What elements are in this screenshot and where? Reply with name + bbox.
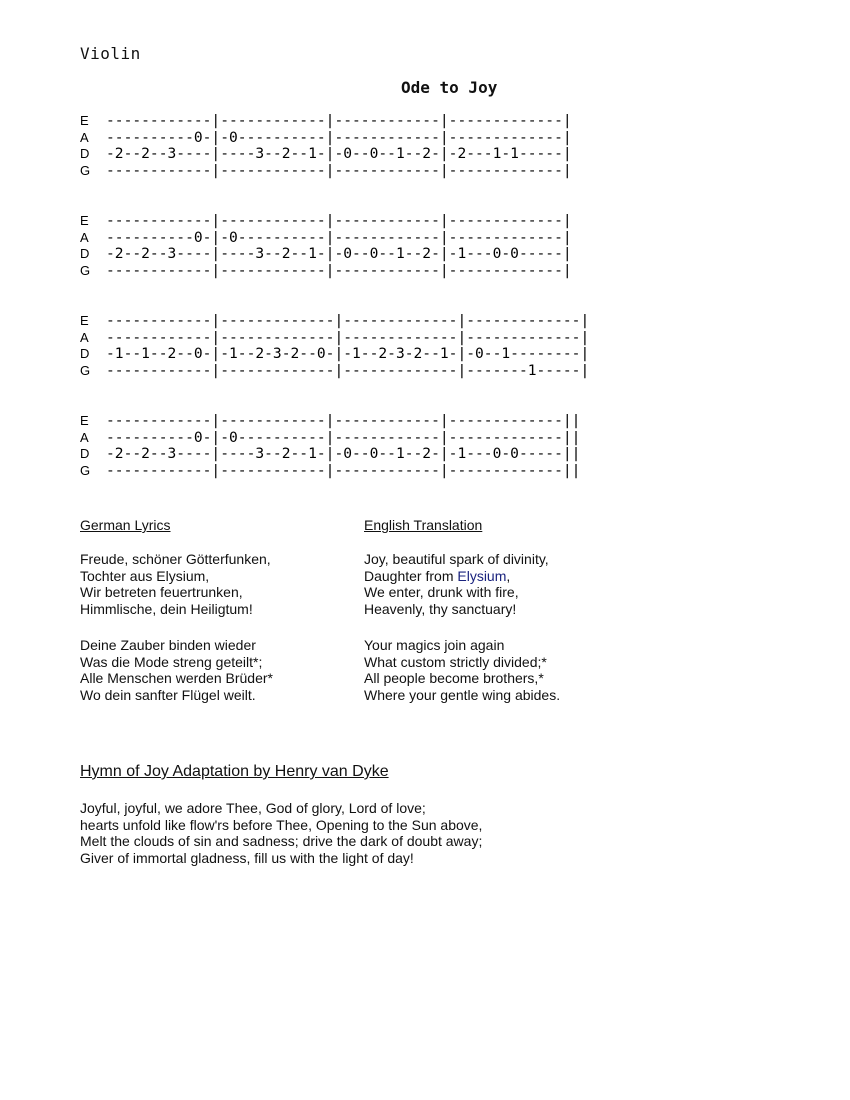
string-label: D xyxy=(80,146,90,162)
tab-line-g xyxy=(80,263,572,280)
tab-notes: -1--1--2--0-|-1--2-3-2--0-|-1--2-3-2--1-|-0--1--------| xyxy=(106,345,590,363)
tab-system-4 xyxy=(80,413,580,480)
hymn-title: Hymn of Joy Adaptation by Henry van Dyke xyxy=(80,763,389,780)
string-label: G xyxy=(80,463,91,479)
english-translation-heading: English Translation xyxy=(364,517,483,533)
tab-line-a xyxy=(80,230,572,247)
tab-notes: ------------|------------|------------|-------------|| xyxy=(106,412,581,429)
string-label: A xyxy=(80,429,89,445)
english-verse-2 xyxy=(364,637,560,704)
hymn-line: Melt the clouds of sin and sadness; drive the dark of doubt away; xyxy=(80,833,483,850)
string-label: D xyxy=(80,346,90,362)
lyric-line: Where your gentle wing abides. xyxy=(364,687,561,704)
tab-line-g xyxy=(80,463,580,480)
song-title: Ode to Joy xyxy=(401,78,498,97)
tab-notes: ------------|------------|------------|-------------| xyxy=(106,112,572,129)
tab-line-e xyxy=(80,113,572,130)
lyric-line: What custom strictly divided;* xyxy=(364,653,547,670)
lyric-line: Your magics join again xyxy=(364,637,505,653)
lyric-line: Deine Zauber binden wieder xyxy=(80,637,256,653)
string-label: E xyxy=(80,113,89,128)
lyric-text: Daughter from xyxy=(364,567,458,584)
tab-line-d xyxy=(80,346,589,363)
tab-line-d xyxy=(80,146,572,163)
german-verse-2 xyxy=(80,637,273,704)
lyric-line: Himmlische, dein Heiligtum! xyxy=(80,601,253,618)
tab-line-g xyxy=(80,363,589,380)
string-label: E xyxy=(80,213,89,228)
lyric-line: All people become brothers,* xyxy=(364,670,544,687)
hymn-text xyxy=(80,800,482,867)
tab-line-d xyxy=(80,246,572,263)
hymn-line: hearts unfold like flow'rs before Thee, Opening to the Sun above, xyxy=(80,816,483,833)
lyric-line: Was die Mode streng geteilt*; xyxy=(80,653,263,670)
tab-line-a xyxy=(80,430,580,447)
tab-system-1 xyxy=(80,113,572,180)
string-label: A xyxy=(80,129,89,145)
lyric-line: We enter, drunk with fire, xyxy=(364,584,519,601)
tab-line-a xyxy=(80,330,589,347)
tab-notes: ------------|-------------|-------------|-------------| xyxy=(106,312,590,329)
tab-notes: -2--2--3----|----3--2--1-|-0--0--1--2-|-2---1-1-----| xyxy=(106,145,572,163)
lyric-line: Heavenly, thy sanctuary! xyxy=(364,601,517,618)
lyric-line: Alle Menschen werden Brüder* xyxy=(80,670,273,687)
string-label: D xyxy=(80,246,90,262)
german-lyrics-heading: German Lyrics xyxy=(80,517,171,533)
tab-notes: ----------0-|-0----------|------------|-------------|| xyxy=(106,428,581,446)
hymn-line: Giver of immortal gladness, fill us with the light of day! xyxy=(80,850,414,867)
hymn-line: Joyful, joyful, we adore Thee, God of glory, Lord of love; xyxy=(80,800,426,816)
tab-notes: ----------0-|-0----------|------------|-------------| xyxy=(106,128,572,146)
lyric-line: Freude, schöner Götterfunken, xyxy=(80,551,271,567)
lyric-line: Tochter aus Elysium, xyxy=(80,567,210,584)
tab-notes: ------------|-------------|-------------|-------------| xyxy=(106,328,590,346)
string-label: E xyxy=(80,313,89,328)
german-verse-1 xyxy=(80,551,271,618)
string-label: A xyxy=(80,229,89,245)
tab-notes: ------------|------------|------------|-------------|| xyxy=(106,462,581,480)
string-label: G xyxy=(80,163,91,179)
string-label: A xyxy=(80,329,89,345)
lyric-line xyxy=(364,568,549,585)
tab-notes: -2--2--3----|----3--2--1-|-0--0--1--2-|-1---0-0-----| xyxy=(106,245,572,263)
elysium-link[interactable]: Elysium xyxy=(457,567,507,584)
tab-line-e xyxy=(80,313,589,330)
string-label: E xyxy=(80,413,89,428)
instrument-label: Violin xyxy=(80,44,141,63)
tab-notes: ----------0-|-0----------|------------|-------------| xyxy=(106,228,572,246)
tab-notes: -2--2--3----|----3--2--1-|-0--0--1--2-|-1---0-0-----|| xyxy=(106,445,581,463)
string-label: D xyxy=(80,446,90,462)
lyric-text: , xyxy=(506,567,511,584)
lyric-line: Wo dein sanfter Flügel weilt. xyxy=(80,687,256,704)
tab-line-d xyxy=(80,446,580,463)
tab-system-2 xyxy=(80,213,572,280)
tab-line-a xyxy=(80,130,572,147)
tab-line-e xyxy=(80,413,580,430)
tab-notes: ------------|------------|------------|-------------| xyxy=(106,212,572,229)
tab-notes: ------------|-------------|-------------|-------1-----| xyxy=(106,362,590,380)
lyric-line: Wir betreten feuertrunken, xyxy=(80,584,243,601)
tab-line-g xyxy=(80,163,572,180)
tab-notes: ------------|------------|------------|-------------| xyxy=(106,262,572,280)
string-label: G xyxy=(80,263,91,279)
string-label: G xyxy=(80,363,91,379)
tab-notes: ------------|------------|------------|-------------| xyxy=(106,162,572,180)
lyric-line: Joy, beautiful spark of divinity, xyxy=(364,551,549,567)
tab-line-e xyxy=(80,213,572,230)
tab-system-3 xyxy=(80,313,589,380)
english-verse-1 xyxy=(364,551,549,618)
